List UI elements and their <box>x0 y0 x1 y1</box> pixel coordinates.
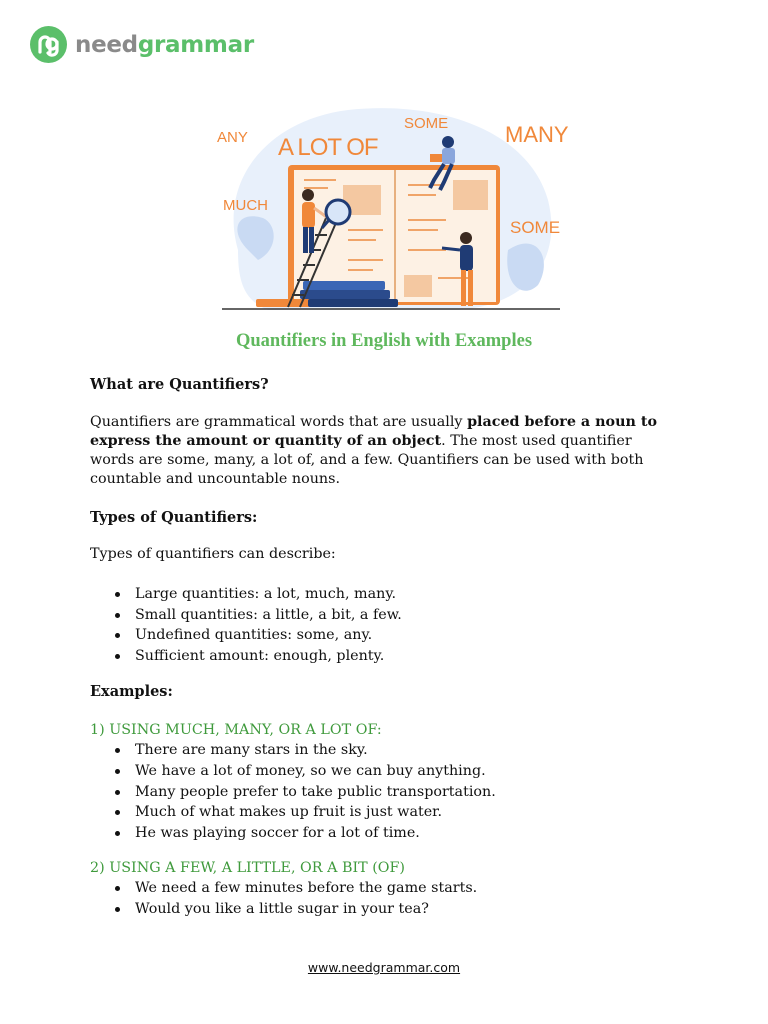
types-list <box>90 584 690 666</box>
image-placeholder <box>453 180 488 210</box>
footer-website-link[interactable]: www.needgrammar.com <box>307 960 461 975</box>
intro-text-bold: placed before a noun to express the amount or quantity of an object <box>90 414 657 449</box>
document-body <box>90 375 690 920</box>
heading-types: Types of Quantifiers: <box>90 509 258 526</box>
book-stack <box>300 290 390 299</box>
brand-logo[interactable] <box>30 26 254 63</box>
hero-illustration <box>208 100 574 315</box>
intro-paragraph <box>90 413 675 489</box>
word-many: MANY <box>505 122 569 147</box>
list-item: Many people prefer to take public transportation. <box>90 782 690 803</box>
image-placeholder <box>404 275 432 297</box>
types-lead: Types of quantifiers can describe: <box>90 546 336 562</box>
word-any: ANY <box>217 129 248 146</box>
heading-examples: Examples: <box>90 683 173 701</box>
word-much: MUCH <box>223 197 268 214</box>
example-group-2-list <box>90 878 690 919</box>
list-item: Large quantities: a lot, much, many. <box>90 584 690 605</box>
list-item: Sufficient amount: enough, plenty. <box>90 646 690 667</box>
logo-grammar-text: grammar <box>137 31 254 58</box>
word-some-right: SOME <box>510 218 561 237</box>
intro-text-end: . The most used quantifier words are some, many, a lot of, and a few. Quantifiers can be used with both countable and uncountable nouns. <box>90 433 644 487</box>
example-group-1-list <box>90 740 690 843</box>
list-item: Would you like a little sugar in your tea? <box>90 899 690 920</box>
intro-text-start: Quantifiers are grammatical words that are usually <box>90 414 468 430</box>
list-item: There are many stars in the sky. <box>90 740 690 761</box>
list-item: We have a lot of money, so we can buy anything. <box>90 761 690 782</box>
list-item: He was playing soccer for a lot of time. <box>90 823 690 844</box>
heading-what-are-quantifiers: What are Quantifiers? <box>90 376 269 393</box>
list-item: Undefined quantities: some, any. <box>90 625 690 646</box>
list-item: Much of what makes up fruit is just water. <box>90 802 690 823</box>
logo-wordmark <box>75 32 254 58</box>
word-a-lot-of: A LOT OF <box>278 134 378 161</box>
word-some-top: SOME <box>404 115 449 132</box>
logo-mark-icon <box>30 26 67 63</box>
list-item: Small quantities: a little, a bit, a few. <box>90 605 690 626</box>
example-group-1-title: 1) USING MUCH, MANY, OR A LOT OF: <box>90 722 382 739</box>
document-title: Quantifiers in English with Examples <box>235 331 533 351</box>
example-group-2-title: 2) USING A FEW, A LITTLE, OR A BIT (OF) <box>90 860 405 877</box>
logo-need-text: need <box>75 31 138 58</box>
list-item: We need a few minutes before the game starts. <box>90 878 690 899</box>
